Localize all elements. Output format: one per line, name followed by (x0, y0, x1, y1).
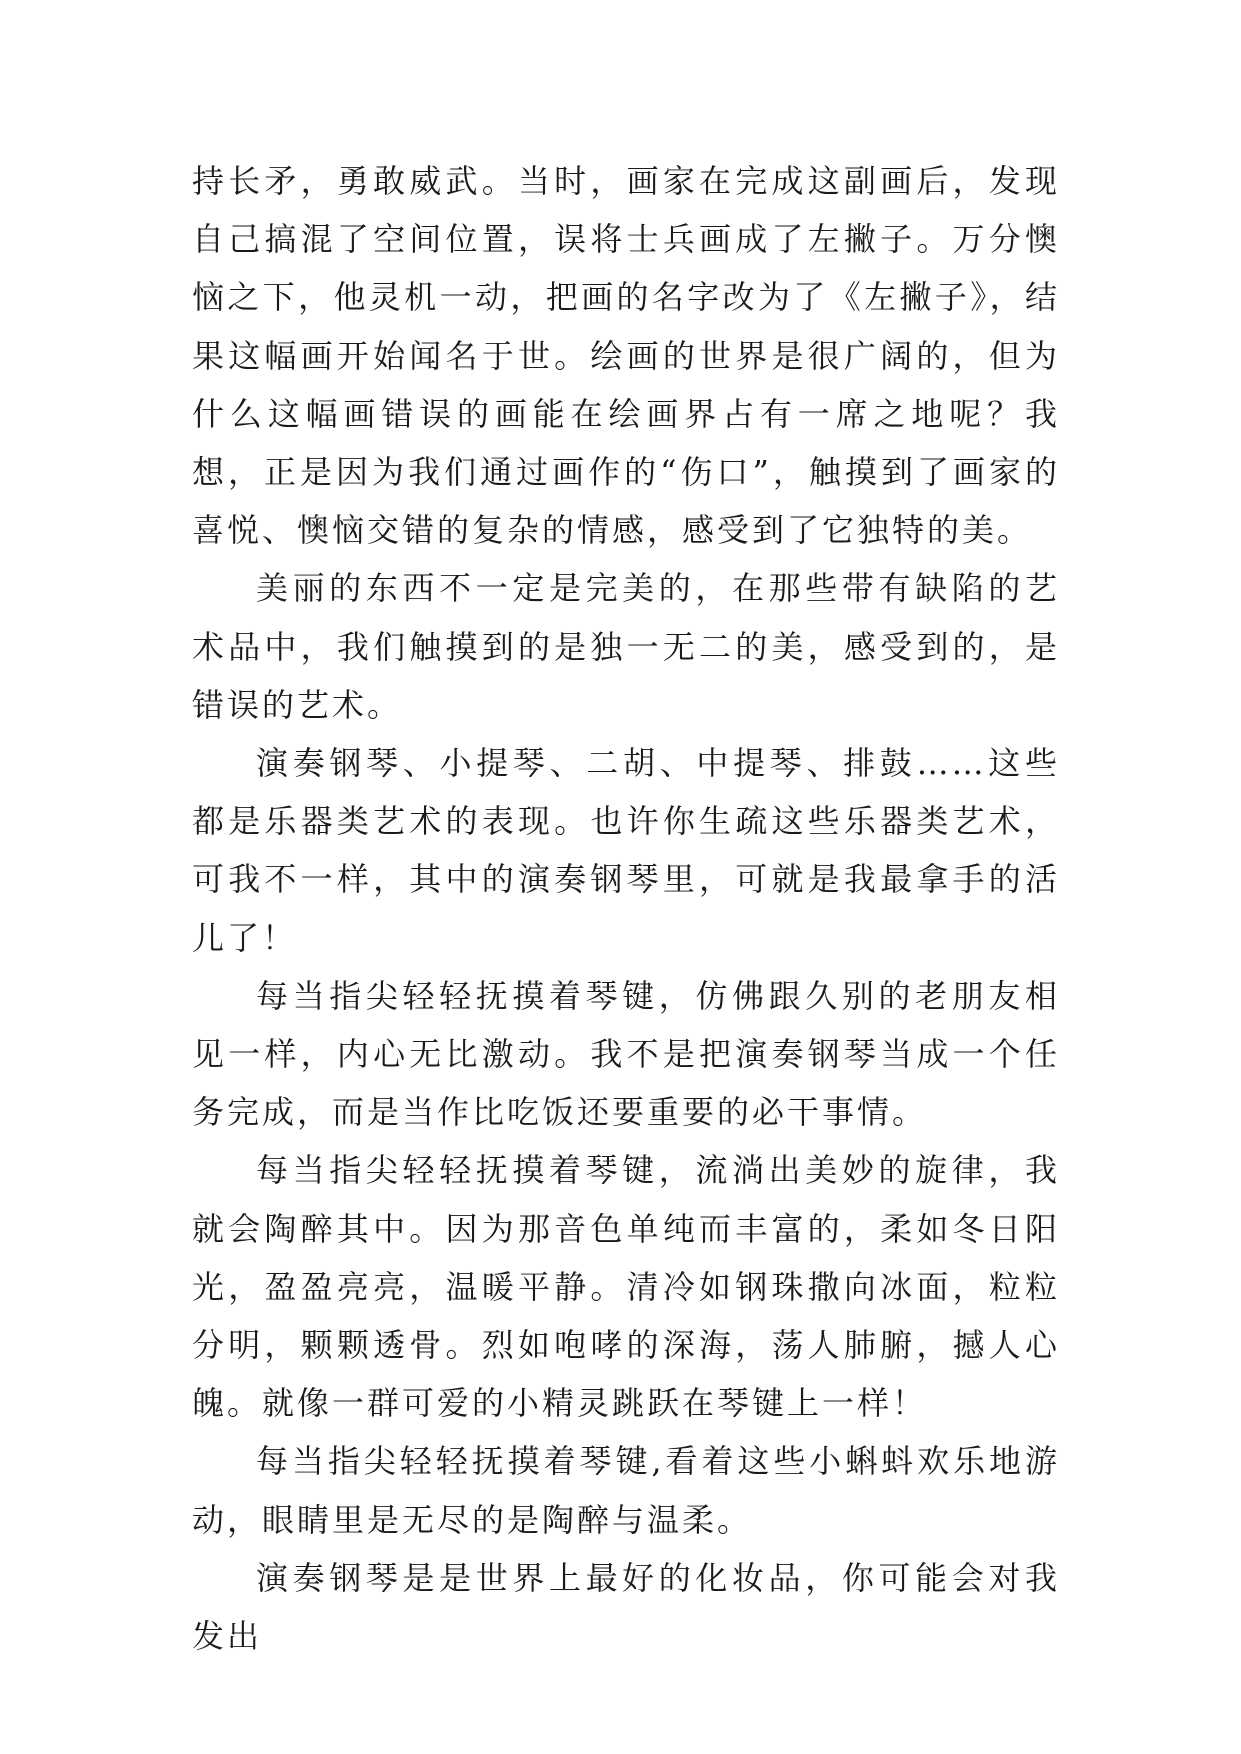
body-text (192, 152, 1060, 1665)
paragraph-5: 每当指尖轻轻抚摸着琴键，流淌出美妙的旋律，我就会陶醉其中。因为那音色单纯而丰富的，柔如冬日阳光，盈盈亮亮，温暖平静。清冷如钢珠撒向冰面，粒粒分明，颗颗透骨。烈如咆哮的深海，荡人肺腑，撼人心魄。就像一群可爱的小精灵跳跃在琴键上一样！ (192, 1151, 1060, 1423)
paragraph-1: 持长矛，勇敢威武。当时，画家在完成这副画后，发现自己搞混了空间位置，误将士兵画成了左撇子。万分懊恼之下，他灵机一动，把画的名字改为了《左撇子》，结果这幅画开始闻名于世。绘画的世界是很广阔的，但为什么这幅画错误的画能在绘画界占有一席之地呢？我想，正是因为我们通过画作的“伤口”，触摸到了画家的喜悦、懊恼交错的复杂的情感，感受到了它独特的美。 (192, 162, 1060, 550)
paragraph-3: 演奏钢琴、小提琴、二胡、中提琴、排鼓……这些都是乐器类艺术的表现。也许你生疏这些乐器类艺术，可我不一样，其中的演奏钢琴里，可就是我最拿手的活儿了！ (192, 744, 1060, 957)
paragraph-6: 每当指尖轻轻抚摸着琴键,看着这些小蝌蚪欢乐地游动，眼睛里是无尽的是陶醉与温柔。 (192, 1442, 1060, 1539)
paragraph-7: 演奏钢琴是是世界上最好的化妆品，你可能会对我发出 (192, 1558, 1060, 1656)
paragraph-4: 每当指尖轻轻抚摸着琴键，仿佛跟久别的老朋友相见一样，内心无比激动。我不是把演奏钢琴当成一个任务完成，而是当作比吃饭还要重要的必干事情。 (192, 976, 1060, 1132)
paragraph-2: 美丽的东西不一定是完美的，在那些带有缺陷的艺术品中，我们触摸到的是独一无二的美，感受到的，是错误的艺术。 (192, 569, 1060, 724)
